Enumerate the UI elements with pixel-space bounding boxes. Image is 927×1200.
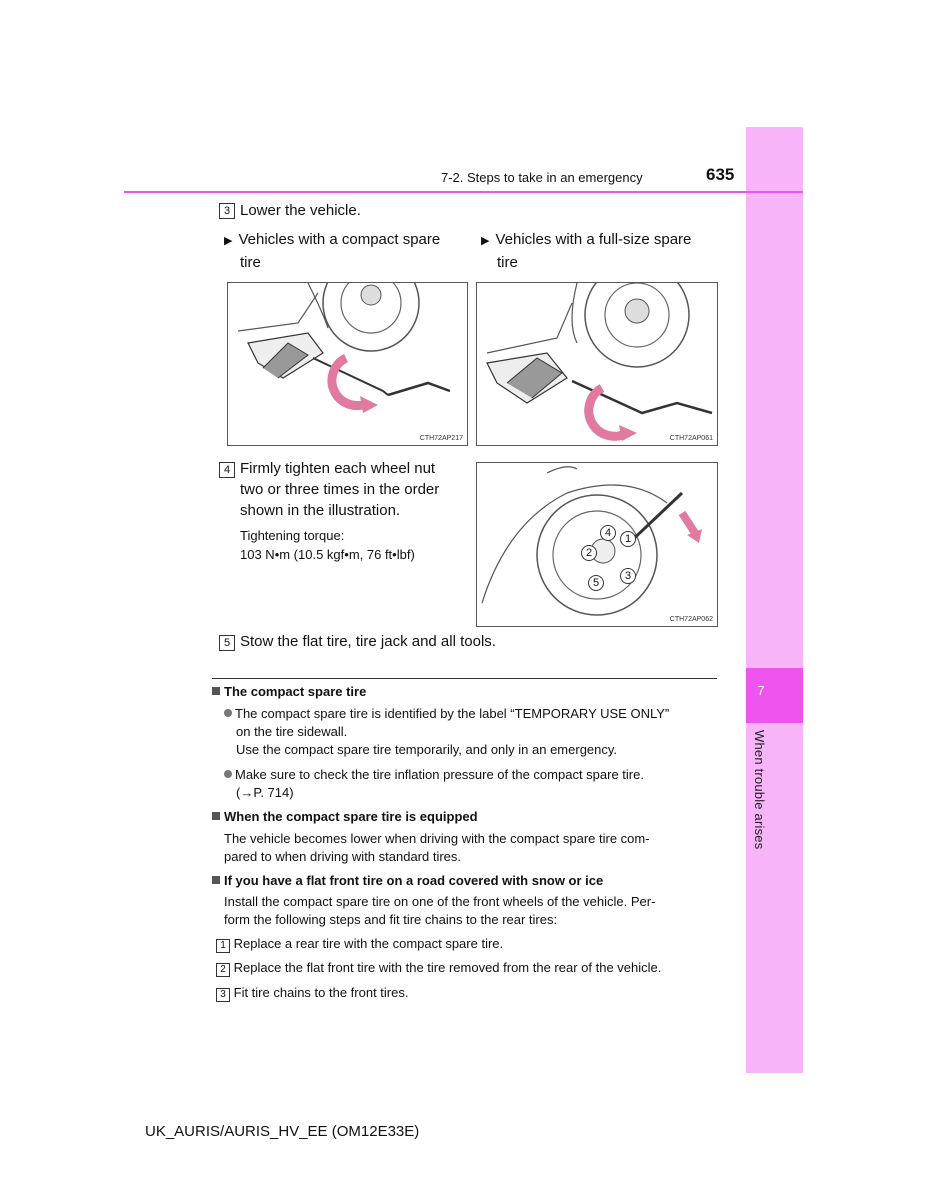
triangle-bullet-icon: ▶ <box>481 235 490 247</box>
note-heading: When the compact spare tire is equipped <box>212 809 478 824</box>
nut-order-label: 1 <box>620 531 636 547</box>
note-heading: The compact spare tire <box>212 684 366 699</box>
section-title: 7-2. Steps to take in an emergency <box>441 170 643 185</box>
jack-lowering-illustration <box>228 283 467 445</box>
compact-spare-label: ▶ Vehicles with a compact spare tire <box>224 231 441 271</box>
substep-number: 1 <box>216 939 230 953</box>
nut-order-label: 5 <box>588 575 604 591</box>
step-number-box: 5 <box>219 635 235 651</box>
step-text: Lower the vehicle. <box>240 202 361 219</box>
page-number: 635 <box>706 165 735 184</box>
square-bullet-icon <box>212 876 220 884</box>
step-number-box: 4 <box>219 462 235 478</box>
step-text: Firmly tighten each wheel nut two or three times in the order shown in the illustration. <box>240 460 440 519</box>
chapter-side-tab <box>746 127 803 1073</box>
fullsize-spare-label: ▶ Vehicles with a full-size spare tire <box>481 231 692 271</box>
note-paragraph: The vehicle becomes lower when driving with the compact spare tire com- pared to when driving with standard tires. <box>224 831 650 864</box>
figure-tighten-nuts <box>476 462 718 627</box>
note-paragraph: Install the compact spare tire on one of the front wheels of the vehicle. Per- form the following steps and fit tire chains to the rear tires: <box>224 894 656 927</box>
figure-code: CTH72AP062 <box>669 616 713 623</box>
nut-order-label: 4 <box>600 525 616 541</box>
square-bullet-icon <box>212 812 220 820</box>
figure-lower-vehicle-compact <box>227 282 468 446</box>
step-text: Stow the flat tire, tire jack and all tools. <box>240 633 496 650</box>
note-bullet: The compact spare tire is identified by the label “TEMPORARY USE ONLY” on the tire sidewall. Use the compact spare tire temporarily, and only in an emergency. <box>224 705 724 759</box>
figure-lower-vehicle-fullsize <box>476 282 718 446</box>
note-heading: If you have a flat front tire on a road covered with snow or ice <box>212 873 603 888</box>
square-bullet-icon <box>212 687 220 695</box>
substep-number: 2 <box>216 963 230 977</box>
wheel-nut-order-illustration <box>477 463 717 626</box>
note-substep: 2 Replace the flat front tire with the tire removed from the rear of the vehicle. <box>216 959 661 977</box>
note-bullet: Make sure to check the tire inflation pressure of the compact spare tire. (→P. 714) <box>224 766 724 802</box>
header-rule <box>124 191 803 193</box>
chapter-number: 7 <box>757 683 765 698</box>
section-divider <box>212 678 717 679</box>
step-number-box: 3 <box>219 203 235 219</box>
nut-order-label: 3 <box>620 568 636 584</box>
round-bullet-icon <box>224 770 232 778</box>
chapter-label: When trouble arises <box>752 730 767 850</box>
torque-value: 103 N•m (10.5 kgf•m, 76 ft•lbf) <box>240 547 415 562</box>
note-substep: 1 Replace a rear tire with the compact spare tire. <box>216 935 503 953</box>
round-bullet-icon <box>224 709 232 717</box>
figure-code: CTH72AP061 <box>669 435 713 442</box>
substep-number: 3 <box>216 988 230 1002</box>
triangle-bullet-icon: ▶ <box>224 235 233 247</box>
figure-code: CTH72AP217 <box>419 435 463 442</box>
nut-order-label: 2 <box>581 545 597 561</box>
torque-label: Tightening torque: <box>240 528 345 543</box>
jack-lowering-illustration <box>477 283 717 445</box>
note-substep: 3 Fit tire chains to the front tires. <box>216 984 408 1002</box>
document-footer: UK_AURIS/AURIS_HV_EE (OM12E33E) <box>145 1123 420 1140</box>
